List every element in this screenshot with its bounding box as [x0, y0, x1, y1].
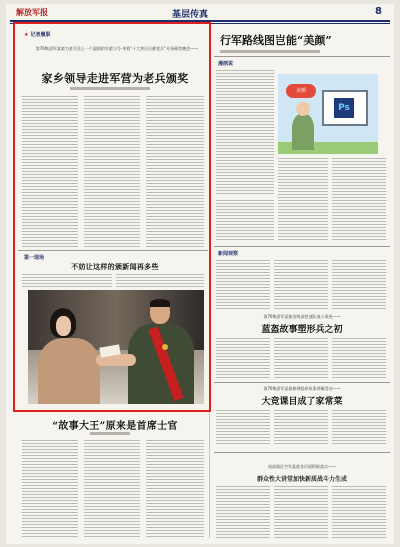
story-deck: 第76集团军某旅为老兵送上一个温情的军旅与号·身着“十大突出贡献老兵”专场颁奖晚会——	[35, 46, 199, 51]
story-headline: 行军路线图岂能“美颜”	[220, 34, 332, 47]
story-body-col1	[216, 260, 270, 310]
story-body-col3	[146, 440, 204, 538]
story-body-col1	[216, 486, 270, 538]
story-body-col1b	[216, 200, 274, 242]
story-body-col1	[22, 440, 78, 538]
story-headline: 家乡领导走进军营为老兵颁奖	[41, 72, 189, 85]
story-body-col3	[332, 486, 386, 538]
star-icon: ★	[24, 32, 29, 38]
story-body-col3	[332, 410, 386, 446]
beauty-filter-badge: 美颜	[286, 84, 316, 98]
cartoon-illustration	[278, 74, 378, 154]
story-body-col3	[332, 158, 386, 242]
story-headline: 群众性大讲堂加快新质战斗力生成	[256, 476, 347, 483]
story-body-col1	[216, 338, 270, 378]
story-body-col2	[274, 486, 328, 538]
story-headline: 大竞课目成了家常菜	[261, 397, 343, 407]
story-body-col1	[216, 70, 274, 196]
story-tag: 新闻观察	[218, 251, 239, 257]
story-deck: 第76集团军某旅修缮组织故事讲解活动——	[263, 386, 341, 391]
story-body-col2	[274, 338, 328, 378]
section-divider	[214, 56, 390, 57]
photoshop-icon: Ps	[334, 98, 354, 118]
story-body-col2	[84, 440, 140, 538]
story-tag: ★ 记者履职	[24, 32, 51, 38]
newspaper-page	[6, 4, 394, 544]
story-byline	[90, 432, 130, 435]
story-body-col3	[332, 338, 386, 378]
section-title: 基层传真	[172, 10, 209, 20]
story-body-col1	[216, 410, 270, 446]
masthead	[12, 6, 388, 20]
section-divider	[214, 452, 390, 453]
story-deck: 南部战区空军某旅各层面积极落实——	[268, 464, 336, 469]
story-body-col3	[332, 260, 386, 310]
story-body-col2	[278, 158, 328, 242]
story-body-col2	[274, 410, 328, 446]
section-divider	[214, 246, 390, 247]
section-divider	[214, 382, 390, 383]
story-tag: 漫画说	[218, 61, 234, 67]
story-headline: 蓝盔故事塑形兵之初	[261, 325, 343, 335]
page-number: 8	[375, 6, 382, 17]
story-byline	[220, 50, 320, 53]
story-tag: 第一现场	[24, 255, 45, 261]
story-headline: “故事大王”原来是首席士官	[52, 421, 178, 432]
highlight-box	[13, 22, 211, 412]
newspaper-logo: 解放军报	[16, 7, 48, 17]
story-body-col2	[274, 260, 328, 310]
story-headline: 不妨让这样的颁新闻再多些	[71, 263, 159, 271]
story-deck: 第76集团军某旅各级深挖部队战斗事迹——	[263, 314, 341, 319]
